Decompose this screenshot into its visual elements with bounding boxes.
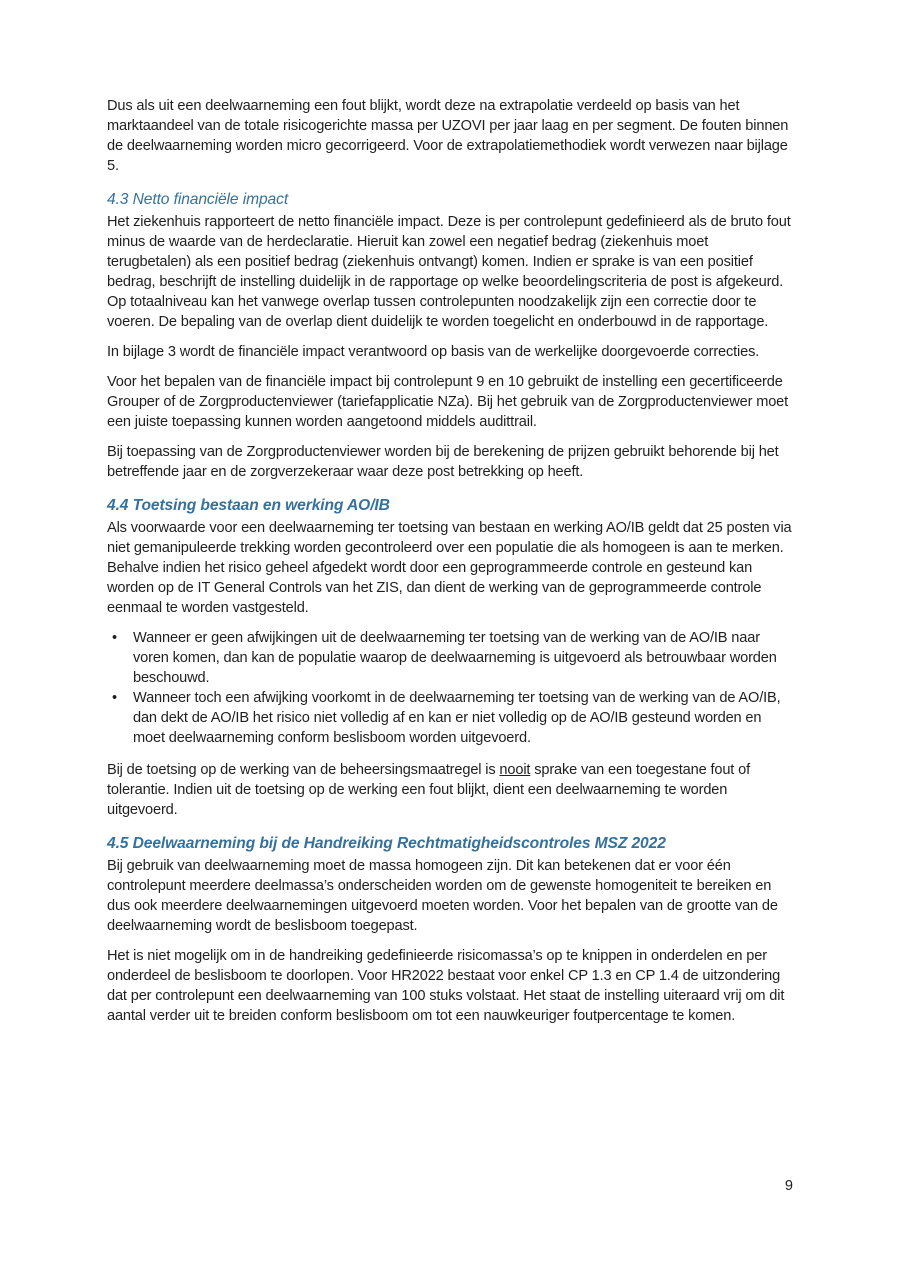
bullet-icon: •: [112, 690, 117, 706]
section-4-3-paragraph-3: Voor het bepalen van de financiële impact bij controlepunt 9 en 10 gebruikt de instelling een gecertificeerde Grouper of de Zorgproductenviewer (tariefapplicatie NZa). Bij het gebruik van de Zorgproductenviewer moet een juiste toepassing kunnen worden aangetoond middels audittrail.: [107, 374, 789, 430]
section-4-4-paragraph-1: Als voorwaarde voor een deelwaarneming ter toetsing van bestaan en werking AO/IB geldt dat 25 posten via niet gemanipuleerde trekking worden gecontroleerd over een populatie die als homogeen is aan te merken. Behalve indien het risico geheel afgedekt wordt door een geprogrammeerde controle en gesteund kan worden op de IT General Controls van het ZIS, dan dient de werking van de geprogrammeerde controle eenmaal te worden vastgesteld.: [107, 520, 792, 616]
section-4-3-paragraph-1: Het ziekenhuis rapporteert de netto financiële impact. Deze is per controlepunt gedefinieerd als de bruto fout minus de waarde van de herdeclaratie. Hieruit kan zowel een negatief bedrag (ziekenhuis moet terugbetalen) als een positief bedrag (ziekenhuis ontvangt) komen. Indien er sprake is van een positief bedrag, beschrijft de instelling duidelijk in de rapportage op welke beoordelingscriteria de post is afgekeurd. Op totaalniveau kan het vanwege overlap tussen controlepunten noodzakelijk zijn een correctie door te voeren. De bepaling van de overlap dient duidelijk te worden toegelicht en onderbouwd in de rapportage.: [107, 214, 791, 330]
list-item: [107, 628, 794, 688]
section-4-3-paragraph-4: Bij toepassing van de Zorgproductenviewer worden bij de berekening de prijzen gebruikt behorende bij het betreffende jaar en de zorgverzekeraar waar deze post betrekking op heeft.: [107, 444, 779, 480]
section-heading-4-4: 4.4 Toetsing bestaan en werking AO/IB: [107, 497, 390, 514]
closing-text-underlined: nooit: [499, 762, 531, 778]
section-4-5-paragraph-1: Bij gebruik van deelwaarneming moet de massa homogeen zijn. Dit kan betekenen dat er voor één controlepunt meerdere deelmassa’s onderscheiden worden om de gewenste homogeniteit te bereiken en dus ook meerdere deelwaarnemingen uitgevoerd moeten worden. Voor het bepalen van de grootte van de deelwaarneming wordt de beslisboom toegepast.: [107, 858, 778, 934]
section-4-5-paragraph-2: Het is niet mogelijk om in de handreiking gedefinieerde risicomassa’s op te knippen in onderdelen en per onderdeel de beslisboom te doorlopen. Voor HR2022 bestaat voor enkel CP 1.3 en CP 1.4 de uitzondering dat per controlepunt een deelwaarneming van 100 stuks volstaat. Het staat de instelling uiteraard vrij om dit aantal verder uit te breiden conform beslisboom om tot een nauwkeuriger foutpercentage te komen.: [107, 948, 785, 1024]
list-item: [107, 688, 794, 748]
list-item-text: Wanneer er geen afwijkingen uit de deelwaarneming ter toetsing van de werking van de AO/IB naar voren komen, dan kan de populatie waarop de deelwaarneming is uitgevoerd als betrouwbaar worden beschouwd.: [133, 630, 777, 686]
section-4-4-closing-paragraph: [107, 760, 794, 820]
intro-paragraph: Dus als uit een deelwaarneming een fout blijkt, wordt deze na extrapolatie verdeeld op basis van het marktaandeel van de totale risicogerichte massa per UZOVI per jaar laag en per segment. De fouten binnen de deelwaarneming worden micro gecorrigeerd. Voor de extrapolatiemethodiek wordt verwezen naar bijlage 5.: [107, 98, 789, 174]
document-content: [107, 96, 794, 1036]
section-4-3-paragraph-2: In bijlage 3 wordt de financiële impact verantwoord op basis van de werkelijke doorgevoerde correcties.: [107, 344, 760, 360]
bullet-icon: •: [112, 630, 117, 646]
list-item-text: Wanneer toch een afwijking voorkomt in de deelwaarneming ter toetsing van de werking van de AO/IB, dan dekt de AO/IB het risico niet volledig af en kan er niet volledig op de AO/IB gesteund worden en moet deelwaarneming conform beslisboom worden uitgevoerd.: [133, 690, 781, 746]
closing-text-after: sprake van een toegestane fout of tolerantie. Indien uit de toetsing op de werking een fout blijkt, dient een deelwaarneming te worden uitgevoerd.: [107, 762, 750, 818]
bullet-list: [107, 628, 794, 748]
closing-text-before: Bij de toetsing op de werking van de beheersingsmaatregel is: [107, 762, 500, 778]
section-heading-4-5: 4.5 Deelwaarneming bij de Handreiking Rechtmatigheidscontroles MSZ 2022: [107, 835, 666, 852]
section-heading-4-3: 4.3 Netto financiële impact: [107, 191, 289, 208]
page-number: 9: [784, 1178, 793, 1194]
